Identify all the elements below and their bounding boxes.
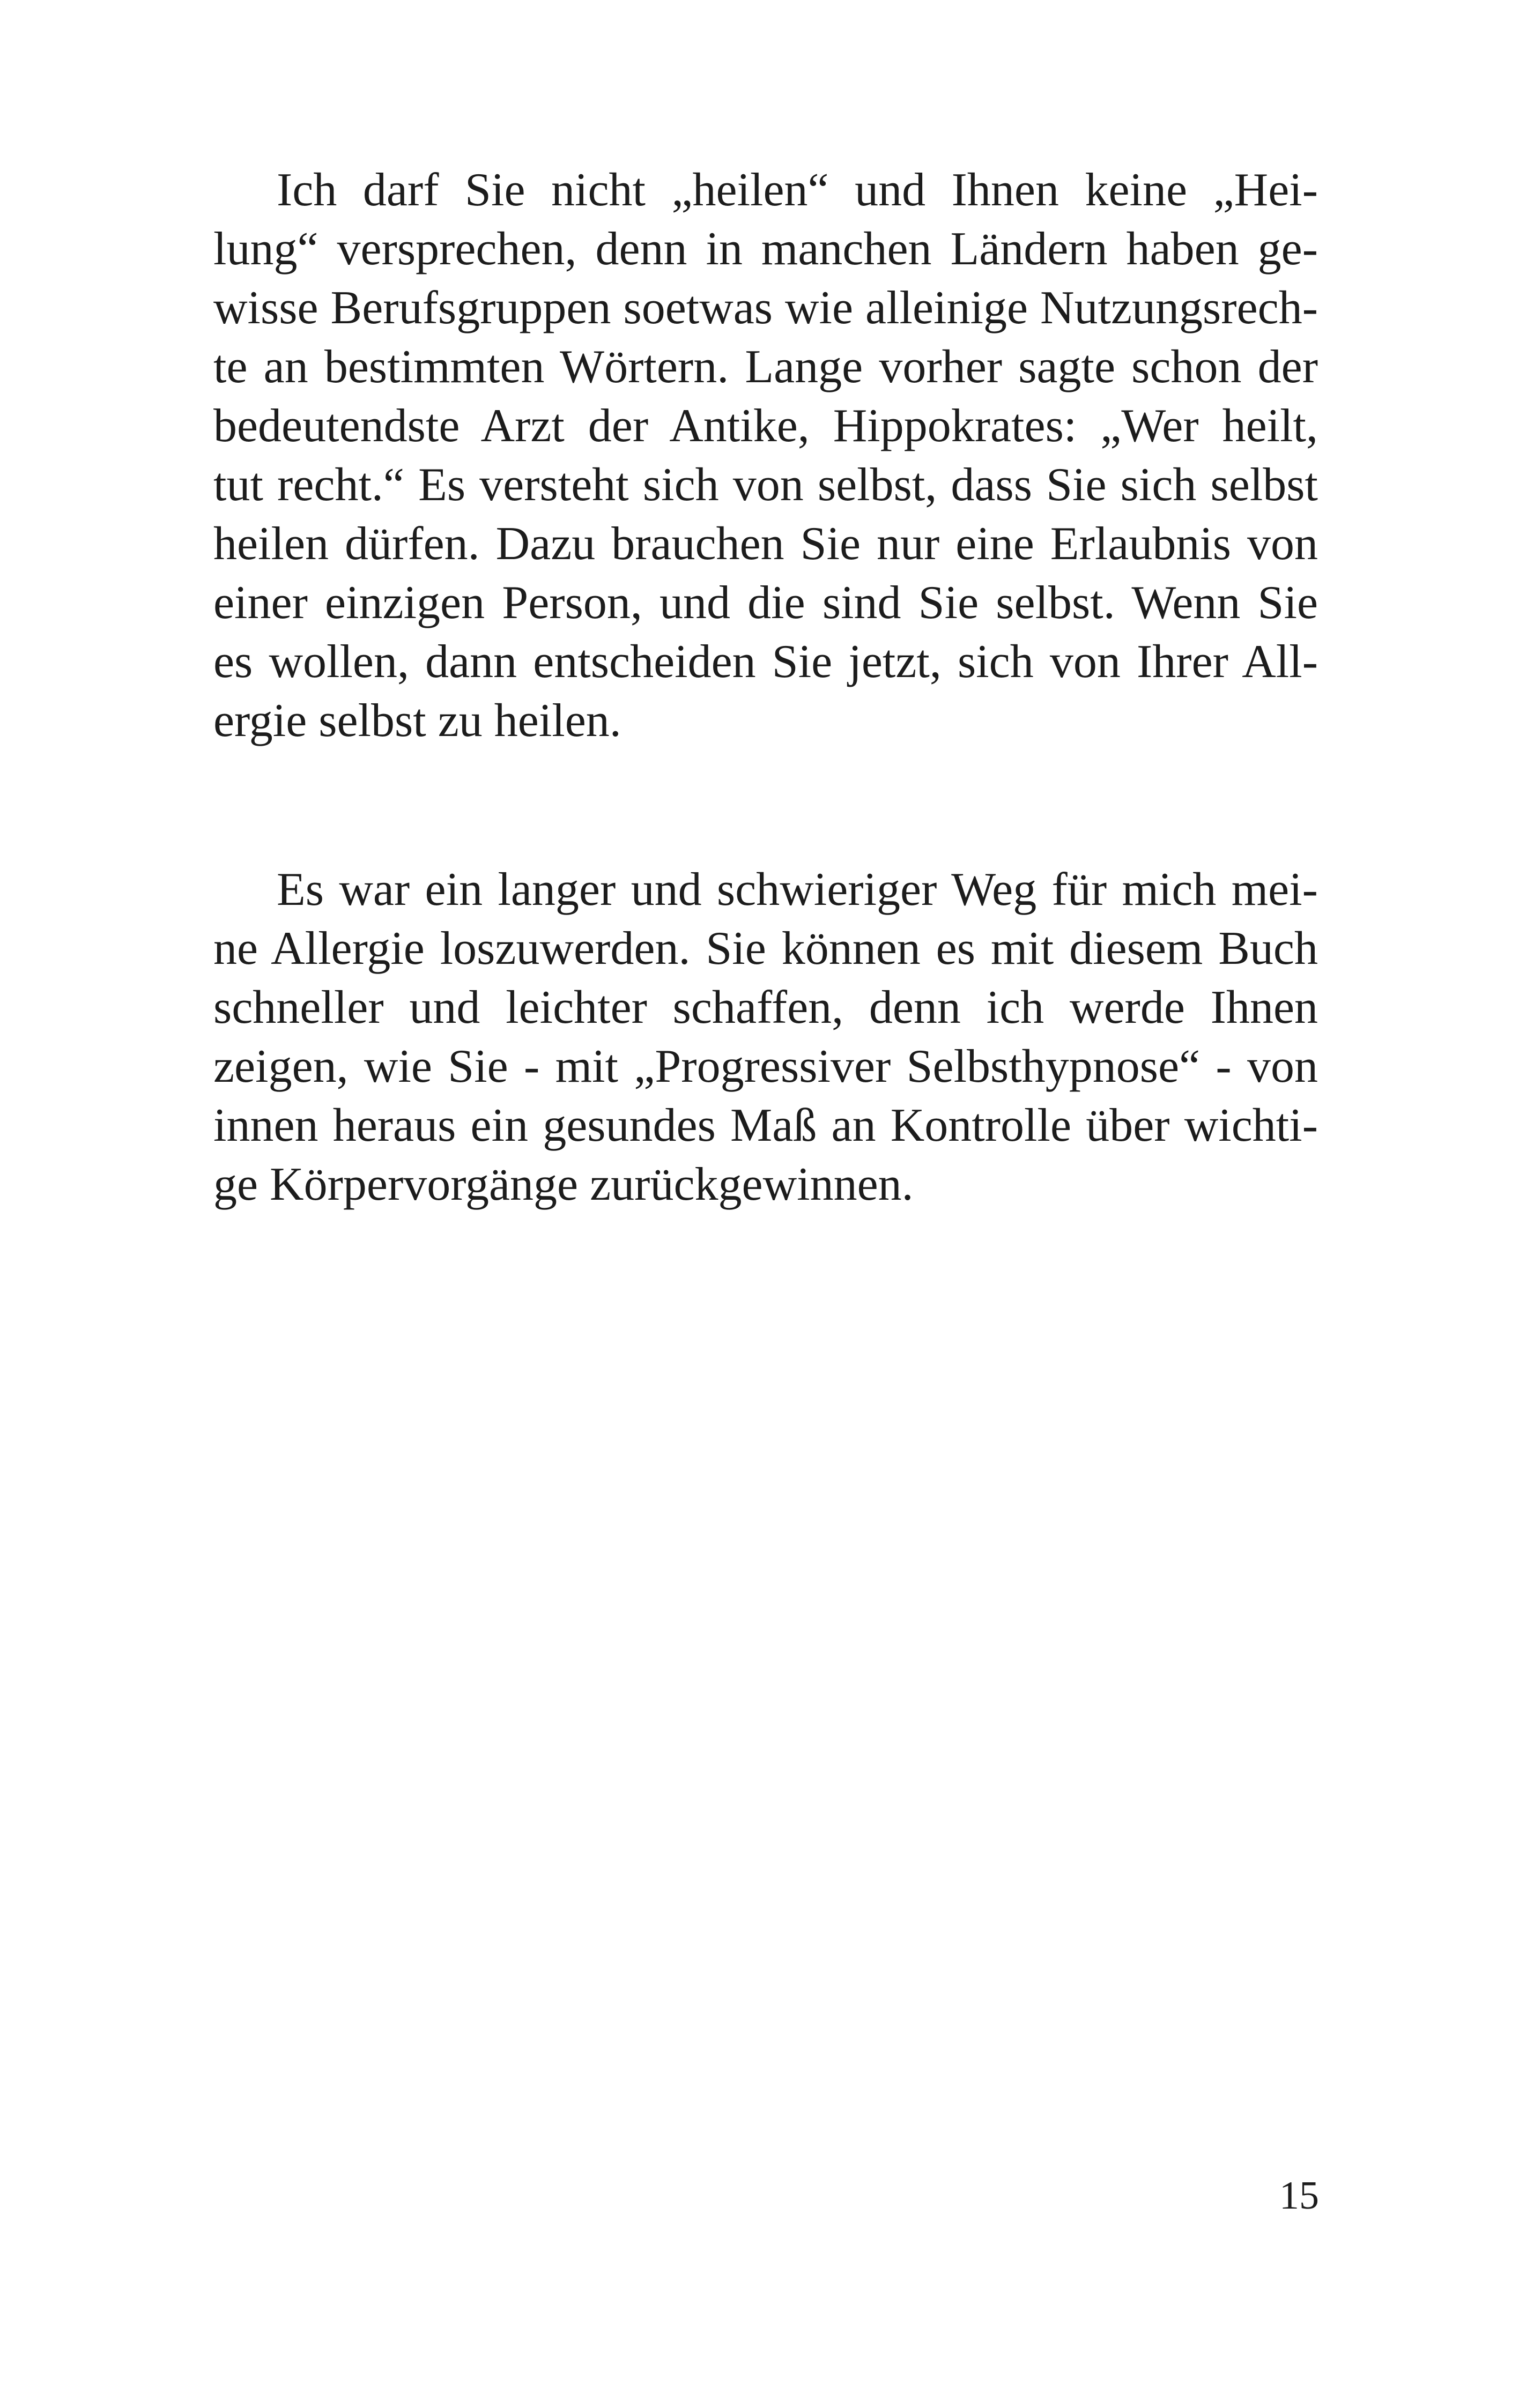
text-line: schneller und leichter schaffen, denn ich werde Ihnen [213,982,1318,1034]
text-line: zeigen, wie Sie - mit „Progressiver Selbsthypnose“ - von [213,1041,1318,1092]
text-line: ne Allergie loszuwerden. Sie können es mit diesem Buch [213,923,1318,975]
text-line: ge Körpervorgänge zurückgewinnen. [213,1158,914,1210]
text-line: Es war ein langer und schwieriger Weg für mich mei- [277,864,1318,916]
page-number: 15 [1279,2174,1319,2218]
text-line: bedeutendste Arzt der Antike, Hippokrates: „Wer heilt, [213,400,1318,452]
text-line: einer einzigen Person, und die sind Sie selbst. Wenn Sie [213,577,1318,629]
text-line: wisse Berufsgruppen soetwas wie alleinige Nutzungsrech- [213,282,1318,334]
text-line: innen heraus ein gesundes Maß an Kontrolle über wichti- [213,1099,1318,1151]
text-line: es wollen, dann entscheiden Sie jetzt, sich von Ihrer All- [213,636,1318,688]
text-line: Ich darf Sie nicht „heilen“ und Ihnen keine „Hei- [277,164,1318,216]
text-line: heilen dürfen. Dazu brauchen Sie nur eine Erlaubnis von [213,518,1318,570]
text-line: ergie selbst zu heilen. [213,695,621,747]
text-line: tut recht.“ Es versteht sich von selbst, dass Sie sich selbst [213,459,1318,511]
text-line: lung“ versprechen, denn in manchen Ländern haben ge- [213,223,1318,275]
text-line: te an bestimmten Wörtern. Lange vorher sagte schon der [213,341,1318,393]
paragraph-healing-permission [213,161,1318,750]
paragraph-allergy-journey [213,860,1318,1214]
